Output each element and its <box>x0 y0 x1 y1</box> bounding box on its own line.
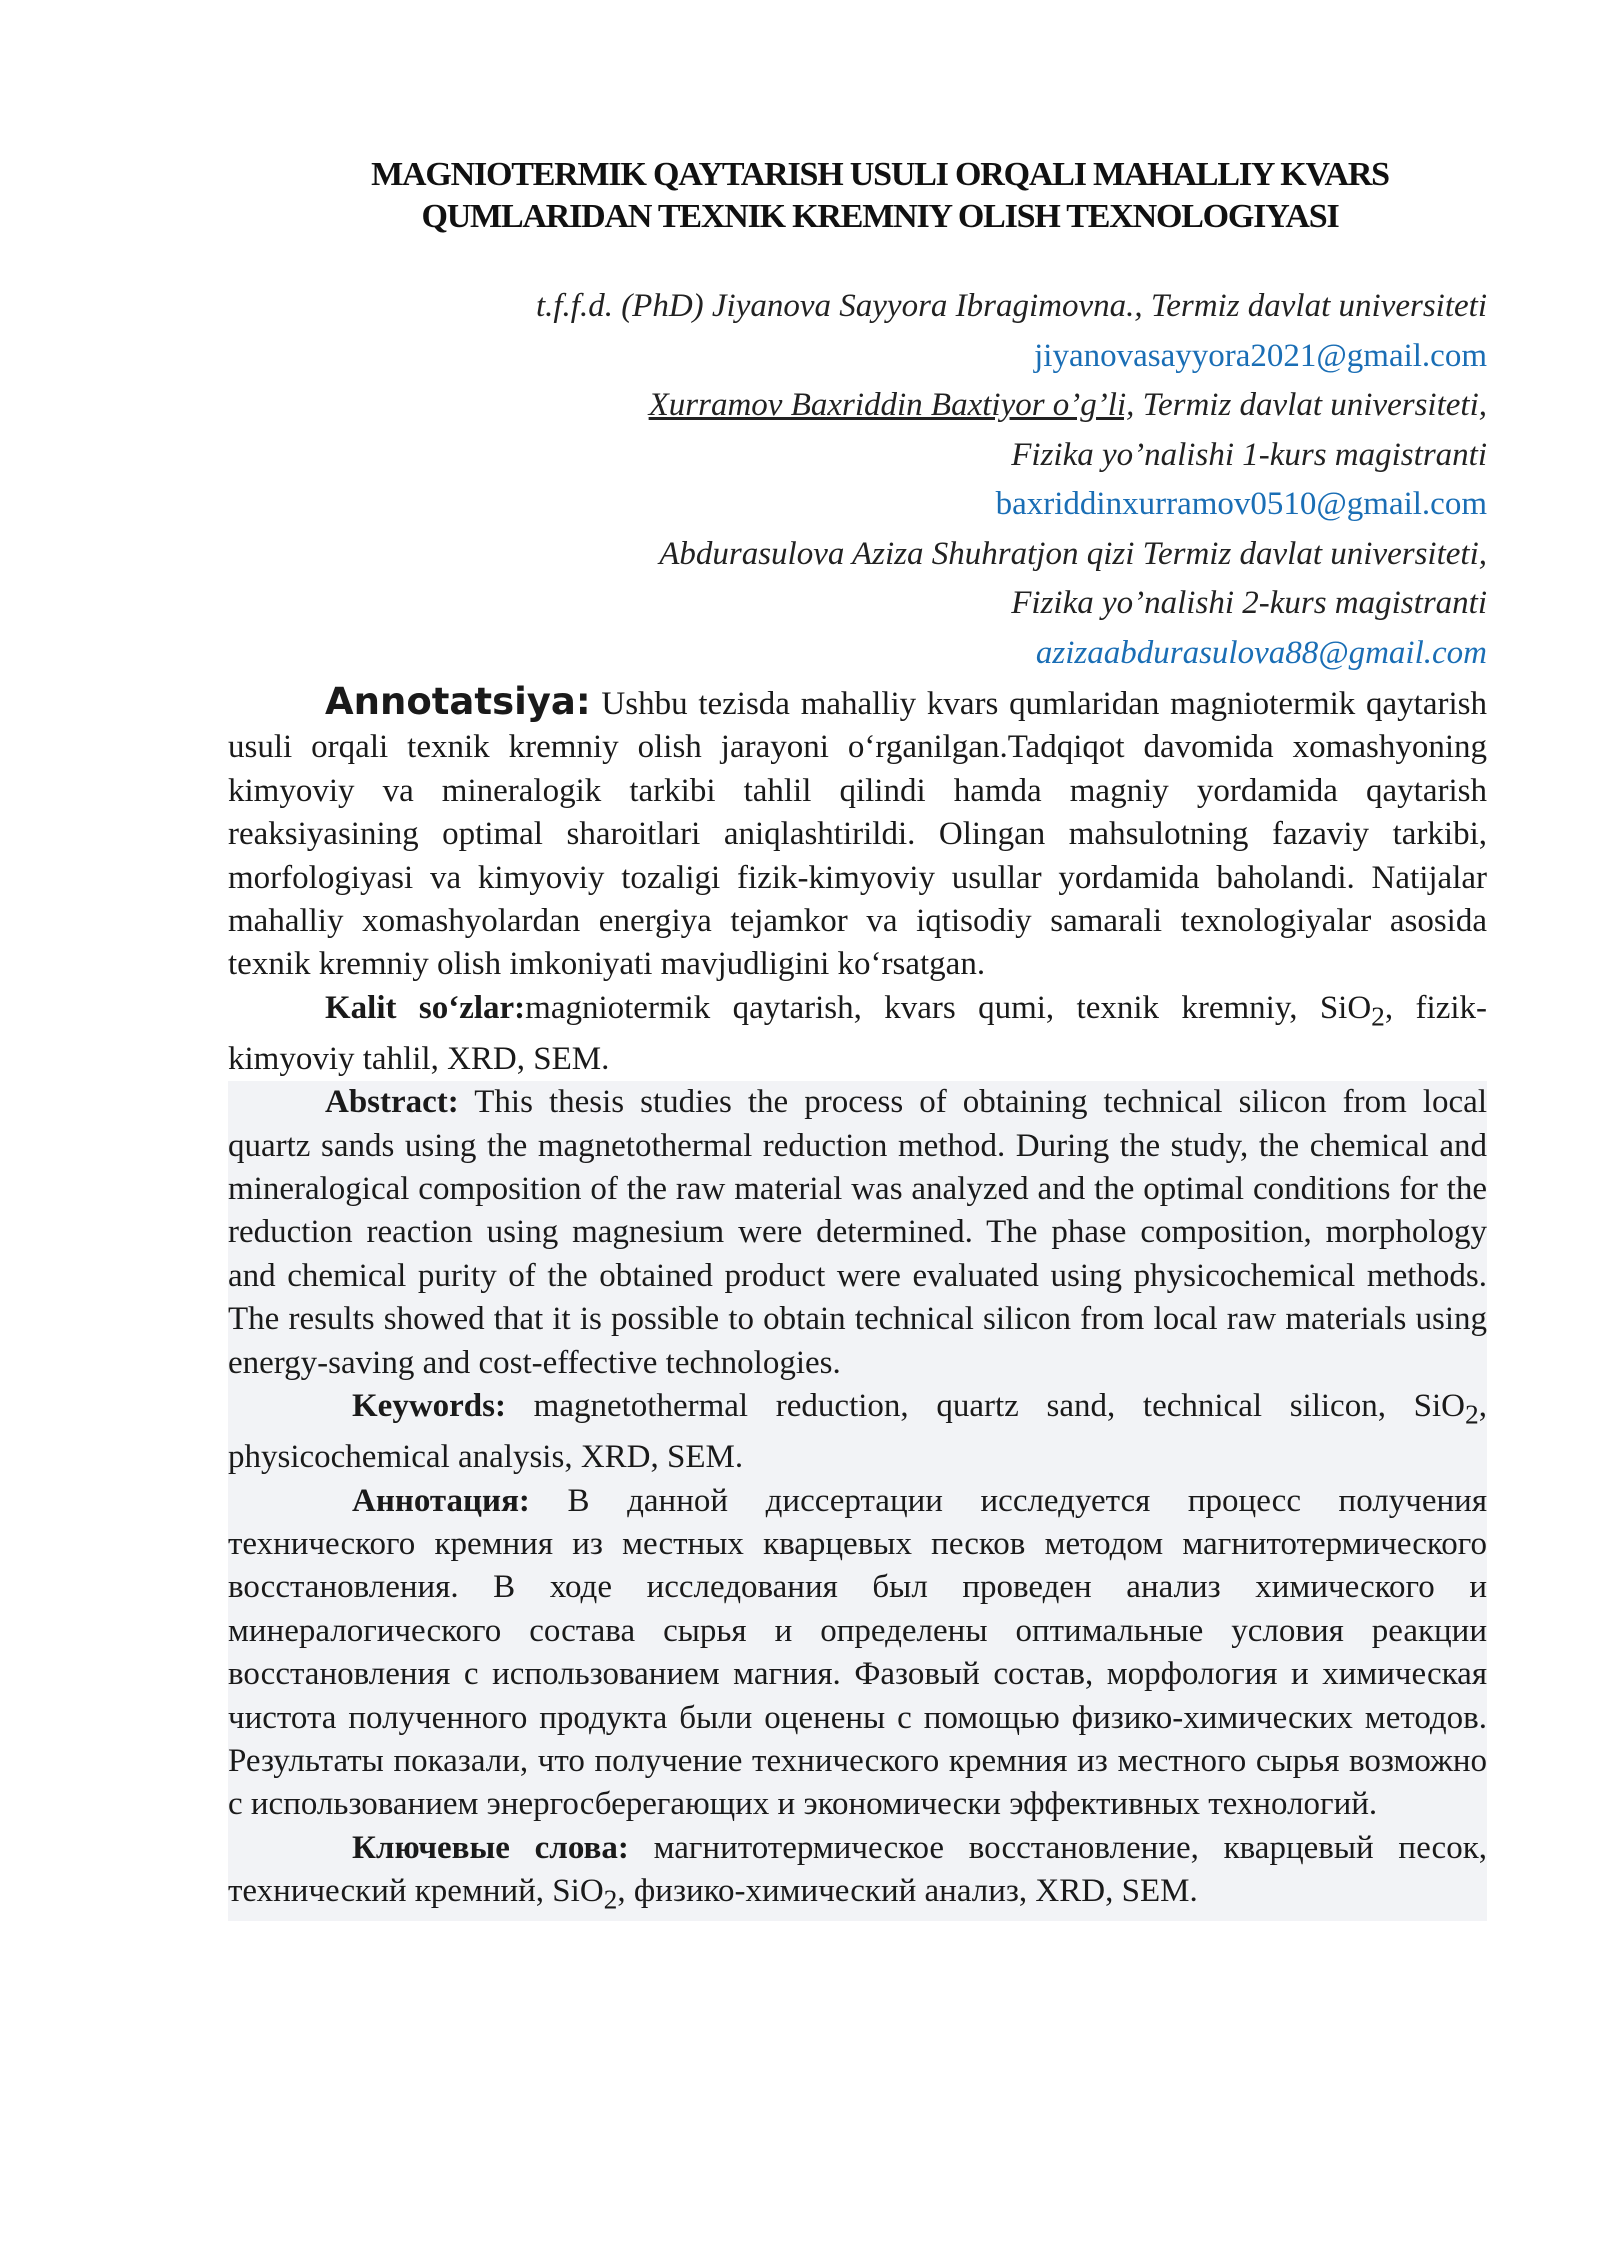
kalit-text: magniotermik qaytarish, kvars qumi, texnik kremniy, SiO <box>525 989 1372 1026</box>
paper-body <box>228 680 1487 1921</box>
kalit-tail: , fizik-kimyoviy tahlil, XRD, SEM. <box>228 989 1487 1077</box>
abstract-label: Abstract: <box>325 1084 459 1121</box>
keywords-text: magnetothermal reduction, quartz sand, technical silicon, SiO <box>505 1388 1465 1425</box>
author-block <box>536 282 1487 678</box>
klyuchevye-subscript: 2 <box>603 1883 618 1915</box>
author-2-name: Xurramov Baxriddin Baxtiyor o’g’li, <box>648 387 1135 423</box>
klyuchevye-tail: , физико-химический анализ, XRD, SEM. <box>617 1873 1198 1910</box>
paper-title <box>230 154 1530 238</box>
author-1: t.f.f.d. (PhD) Jiyanova Sayyora Ibragimovna., Termiz davlat universiteti <box>535 288 1487 324</box>
author-3: Abdurasulova Aziza Shuhratjon qizi Termiz davlat universiteti, <box>659 535 1487 572</box>
kalit-paragraph <box>228 987 1487 1081</box>
kalit-label: Kalit so‘zlar: <box>325 989 526 1026</box>
author-2 <box>536 381 1487 431</box>
klyuchevye-paragraph <box>228 1827 1487 1921</box>
klyuchevye-text: магнитотермическое восстановление, кварцевый песок, технический кремний, SiO <box>228 1829 1487 1910</box>
annotaciya-ru-text: В данной диссертации исследуется процесс получения технического кремния из местных кварцевых песков методом магнитотермического восстановления. В ходе исследования был проведен анализ химического и минералогического состава сырья и определены оптимальные условия реакции восстановления с использованием магния. Фазовый состав, морфология и химическая чистота полученного продукта были оценены с помощью физико-химических методов. Результаты показали, что получение технического кремния из местного сырья возможно с использованием энергосберегающих и экономически эффективных технологий. <box>228 1482 1487 1823</box>
keywords-label: Keywords: <box>352 1388 506 1425</box>
shaded-section <box>228 1081 1487 1921</box>
annotatsiya-paragraph <box>228 680 1487 987</box>
author-3-role: Fizika yo’nalishi 2-kurs magistranti <box>1011 585 1487 621</box>
author-2-email[interactable]: baxriddinxurramov0510@gmail.com <box>995 486 1487 522</box>
keywords-subscript: 2 <box>1465 1398 1479 1430</box>
title-line-2: QUMLARIDAN TEXNIK KREMNIY OLISH TEXNOLOGIYASI <box>421 198 1339 235</box>
abstract-paragraph <box>228 1081 1487 1385</box>
annotatsiya-text: Ushbu tezisda mahalliy kvars qumlaridan magniotermik qaytarish usuli orqali texnik kremniy olish jarayoni o‘rganilgan.Tadqiqot davomida xomashyoning kimyoviy va mineralogik tarkibi tahlil qilindi hamda magniy yordamida qaytarish reaksiyasining optimal sharoitlari aniqlashtirildi. Olingan mahsulotning fazaviy tarkibi, morfologiyasi va kimyoviy tozaligi fizik-kimyoviy usullar yordamida baholandi. Natijalar mahalliy xomashyolardan energiya tejamkor va iqtisodiy samarali texnologiyalar asosida texnik kremniy olish imkoniyati mavjudligini ko‘rsatgan. <box>228 686 1487 983</box>
author-3-email[interactable]: azizaabdurasulova88@gmail.com <box>1035 634 1487 671</box>
annotaciya-ru-label: Аннотация: <box>352 1482 530 1519</box>
author-1-email[interactable]: jiyanovasayyora2021@gmail.com <box>1034 337 1487 374</box>
keywords-paragraph <box>228 1385 1487 1479</box>
title-line-1: MAGNIOTERMIK QAYTARISH USULI ORQALI MAHALLIY KVARS <box>371 156 1389 193</box>
author-2-affiliation: Termiz davlat universiteti, <box>1134 387 1487 423</box>
annotaciya-ru-paragraph <box>228 1480 1487 1827</box>
keywords-tail: , physicochemical analysis, XRD, SEM. <box>228 1388 1487 1476</box>
author-2-role: Fizika yo’nalishi 1-kurs magistranti <box>1011 436 1487 473</box>
klyuchevye-label: Ключевые слова: <box>352 1829 629 1866</box>
abstract-text: This thesis studies the process of obtaining technical silicon from local quartz sands using the magnetothermal reduction method. During the study, the chemical and mineralogical composition of the raw material was analyzed and the optimal conditions for the reduction reaction using magnesium were determined. The phase composition, morphology and chemical purity of the obtained product were evaluated using physicochemical methods. The results showed that it is possible to obtain technical silicon from local raw materials using energy-saving and cost-effective technologies. <box>228 1084 1487 1381</box>
annotatsiya-label: Annotatsiya: <box>325 680 591 723</box>
kalit-subscript: 2 <box>1371 1000 1385 1032</box>
